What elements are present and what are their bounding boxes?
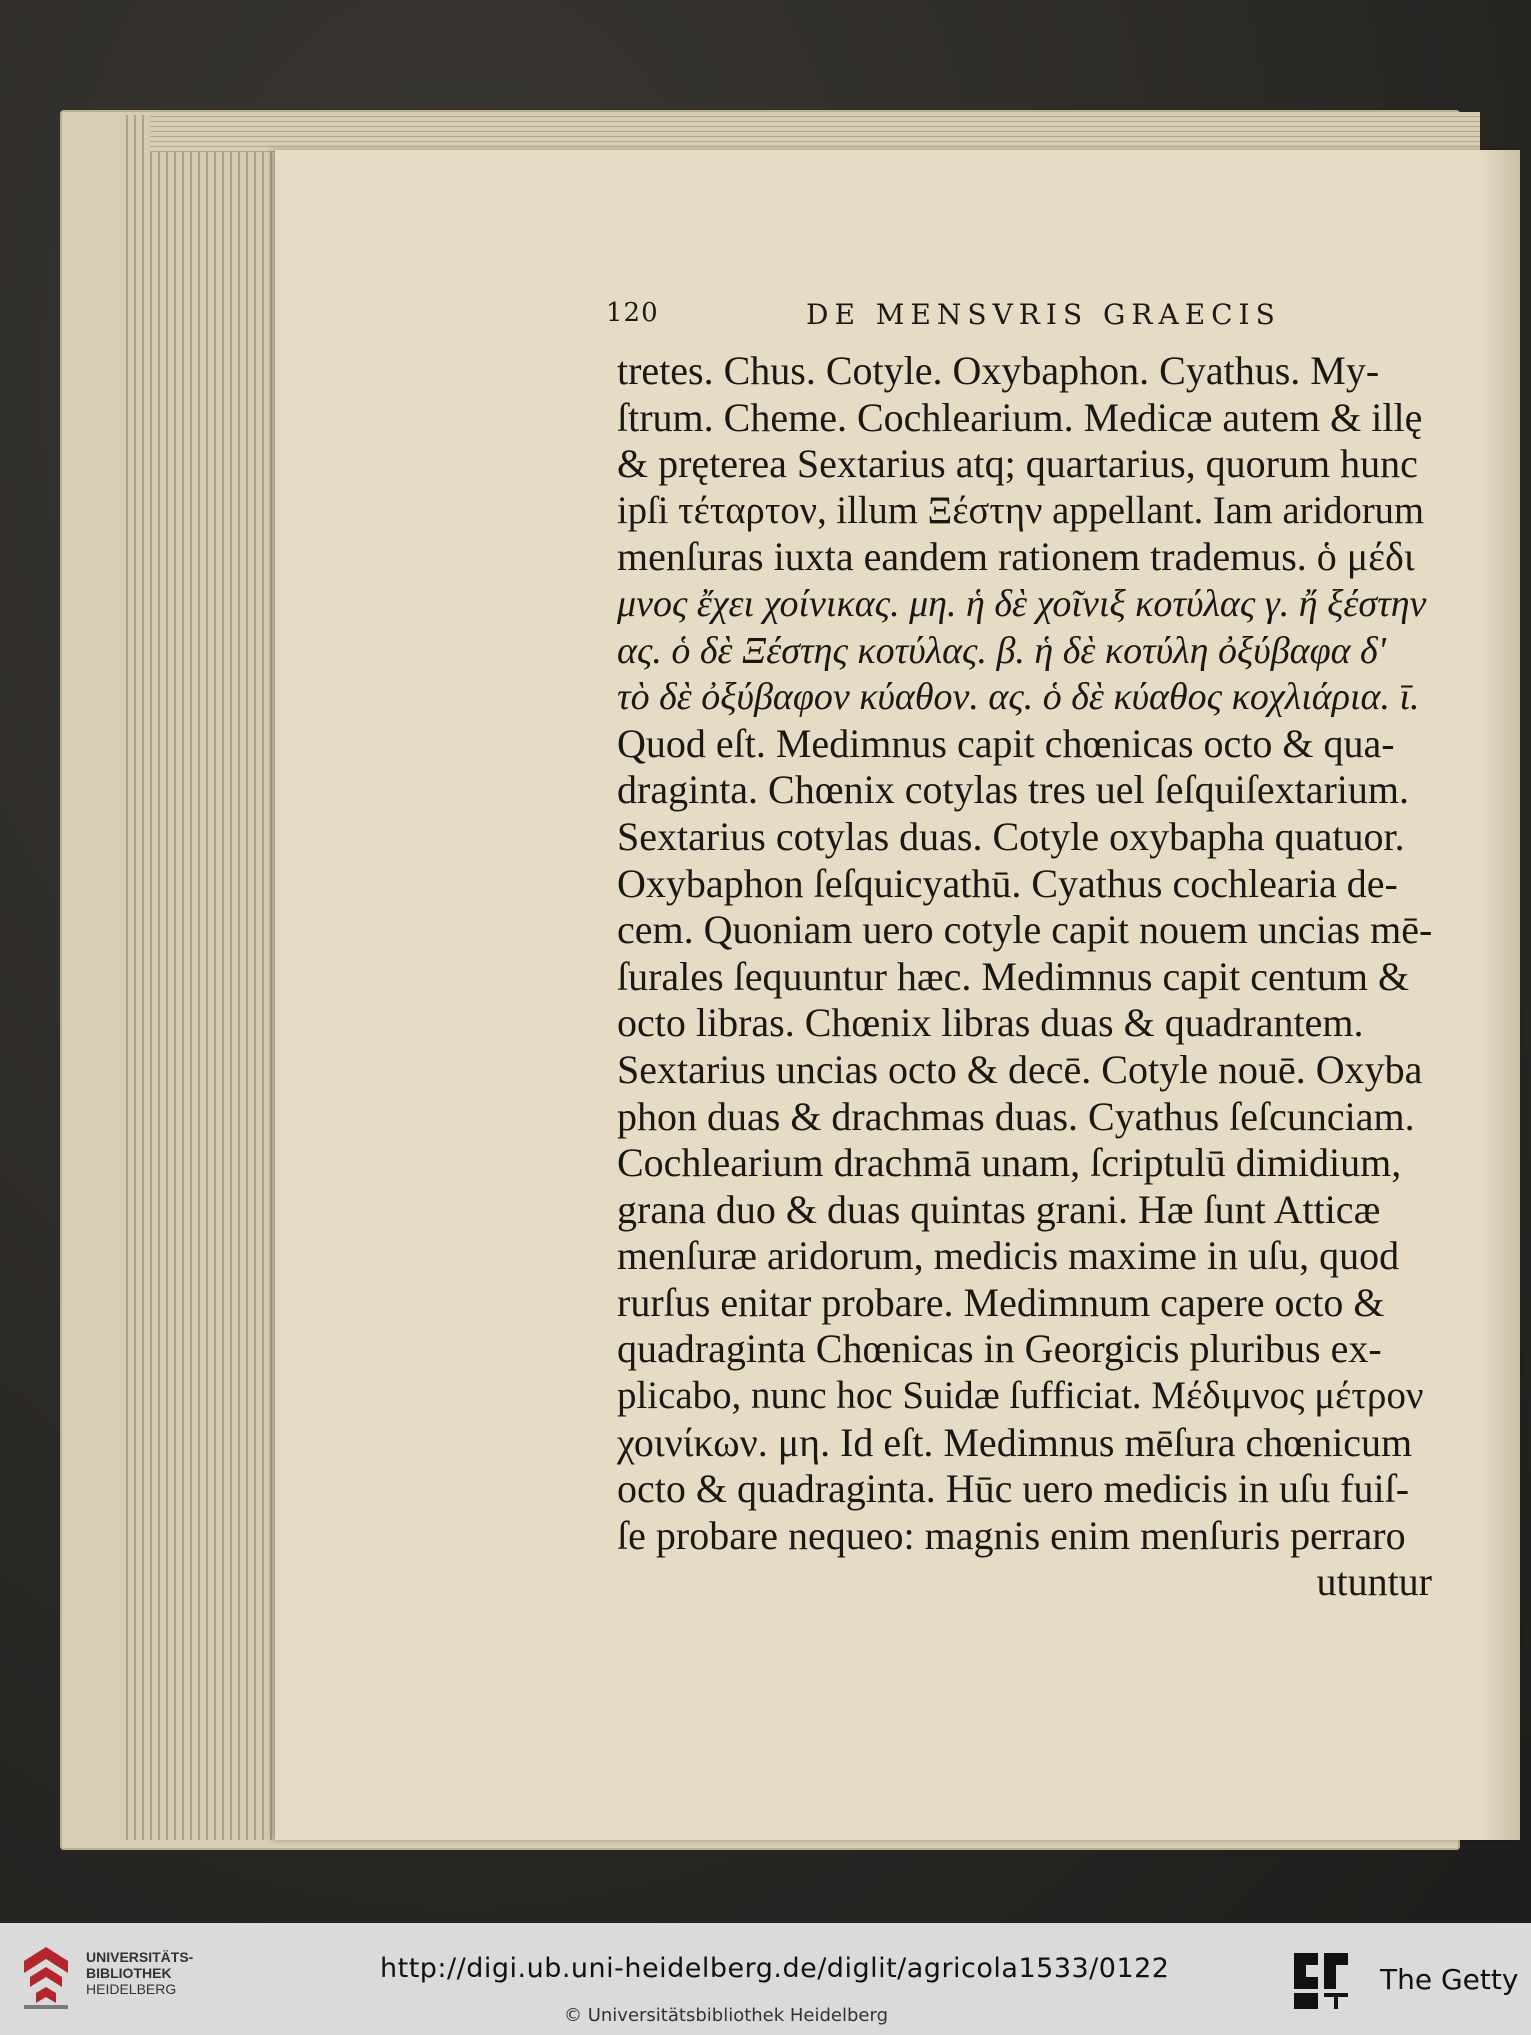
library-name-line: BIBLIOTHEK xyxy=(86,1965,172,1981)
text-line: ſe probare nequeo: magnis enim menſuris perraro xyxy=(617,1512,1406,1558)
page-header xyxy=(606,298,1306,338)
text-line: χοινίκων. μη. Id eſt. Medimnus mēſura chœnicum xyxy=(617,1419,1413,1465)
text-line: octo & quadraginta. Hūc uero medicis in uſu fuiſ- xyxy=(617,1466,1410,1512)
text-line: phon duas & drachmas duas. Cyathus ſeſcunciam. xyxy=(617,1093,1415,1139)
text-line: plicabo, nunc hoc Suidæ ſufficiat. Μέδιμνος μέτρον xyxy=(617,1374,1424,1418)
text-line: tretes. Chus. Cotyle. Oxybaphon. Cyathus. My- xyxy=(617,348,1380,393)
partner-name: The Getty xyxy=(1380,1963,1519,1996)
running-title: DE MENSVRIS GRAECIS xyxy=(806,298,1281,331)
footer-bar xyxy=(0,1923,1531,2035)
catchword: utuntur xyxy=(1316,1559,1432,1605)
library-name xyxy=(86,1949,193,1997)
text-line: Sextarius cotylas duas. Cotyle oxybapha quatuor. xyxy=(617,813,1405,859)
text-line: grana duo & duas quintas grani. Hæ ſunt Atticæ xyxy=(617,1186,1381,1232)
greek-line: τὸ δὲ ὀξύβαφον κύαθον. ας. ὁ δὲ κύαθος κοχλιάρια. ῑ. xyxy=(617,676,1420,719)
university-library-logo-icon[interactable] xyxy=(16,1943,76,2013)
getty-logo-icon[interactable] xyxy=(1290,1947,1352,2013)
text-line: rurſus enitar probare. Medimnum capere octo & xyxy=(617,1279,1385,1325)
permalink-url[interactable]: http://digi.ub.uni-heidelberg.de/diglit/agricola1533/0122 xyxy=(380,1953,1170,1984)
page-edges-top xyxy=(150,112,1480,152)
text-line: & pręterea Sextarius atq; quartarius, quorum hunc xyxy=(617,441,1418,487)
copyright-notice: © Universitätsbibliothek Heidelberg xyxy=(564,2005,889,2026)
text-line: menſuræ aridorum, medicis maxime in uſu, quod xyxy=(617,1233,1400,1279)
text-line: menſuras iuxta eandem rationem trademus. ὁ μέδι xyxy=(617,534,1415,580)
text-line: Quod eſt. Medimnus capit chœnicas octo & qua- xyxy=(617,720,1395,766)
page-number: 120 xyxy=(606,298,659,328)
text-line: Oxybaphon ſeſquicyathū. Cyathus cochlearia de- xyxy=(617,860,1398,906)
text-line: quadraginta Chœnicas in Georgicis pluribus ex- xyxy=(617,1326,1382,1372)
page-edges-left xyxy=(120,115,280,1840)
greek-line: ας. ὁ δὲ Ξέστης κοτύλας. β. ἡ δὲ κοτύλη ὀξύβαφα δ' xyxy=(617,629,1386,672)
text-line: ſurales ſequuntur hæc. Medimnus capit centum & xyxy=(617,953,1410,999)
text-line: ipſi τέταρτον, illum Ξέστην appellant. Iam aridorum xyxy=(617,489,1424,532)
greek-line: μνος ἔχει χοίνικας. μη. ἡ δὲ χοῖνιξ κοτύλας γ. ἤ ξέστην xyxy=(617,582,1427,625)
library-name-line: HEIDELBERG xyxy=(86,1981,177,1997)
text-line: ſtrum. Cheme. Cochlearium. Medicæ autem & illę xyxy=(617,394,1423,440)
text-line: draginta. Chœnix cotylas tres uel ſeſquiſextarium. xyxy=(617,767,1410,813)
text-line: Cochlearium drachmā unam, ſcriptulū dimidium, xyxy=(617,1140,1402,1186)
text-line: cem. Quoniam uero cotyle capit nouem uncias mē- xyxy=(617,907,1433,953)
text-line: Sextarius uncias octo & decē. Cotyle nouē. Oxyba xyxy=(617,1046,1423,1092)
text-line: octo libras. Chœnix libras duas & quadrantem. xyxy=(617,1000,1364,1046)
body-text xyxy=(617,348,1432,1606)
library-name-line: UNIVERSITÄTS- xyxy=(86,1949,194,1965)
